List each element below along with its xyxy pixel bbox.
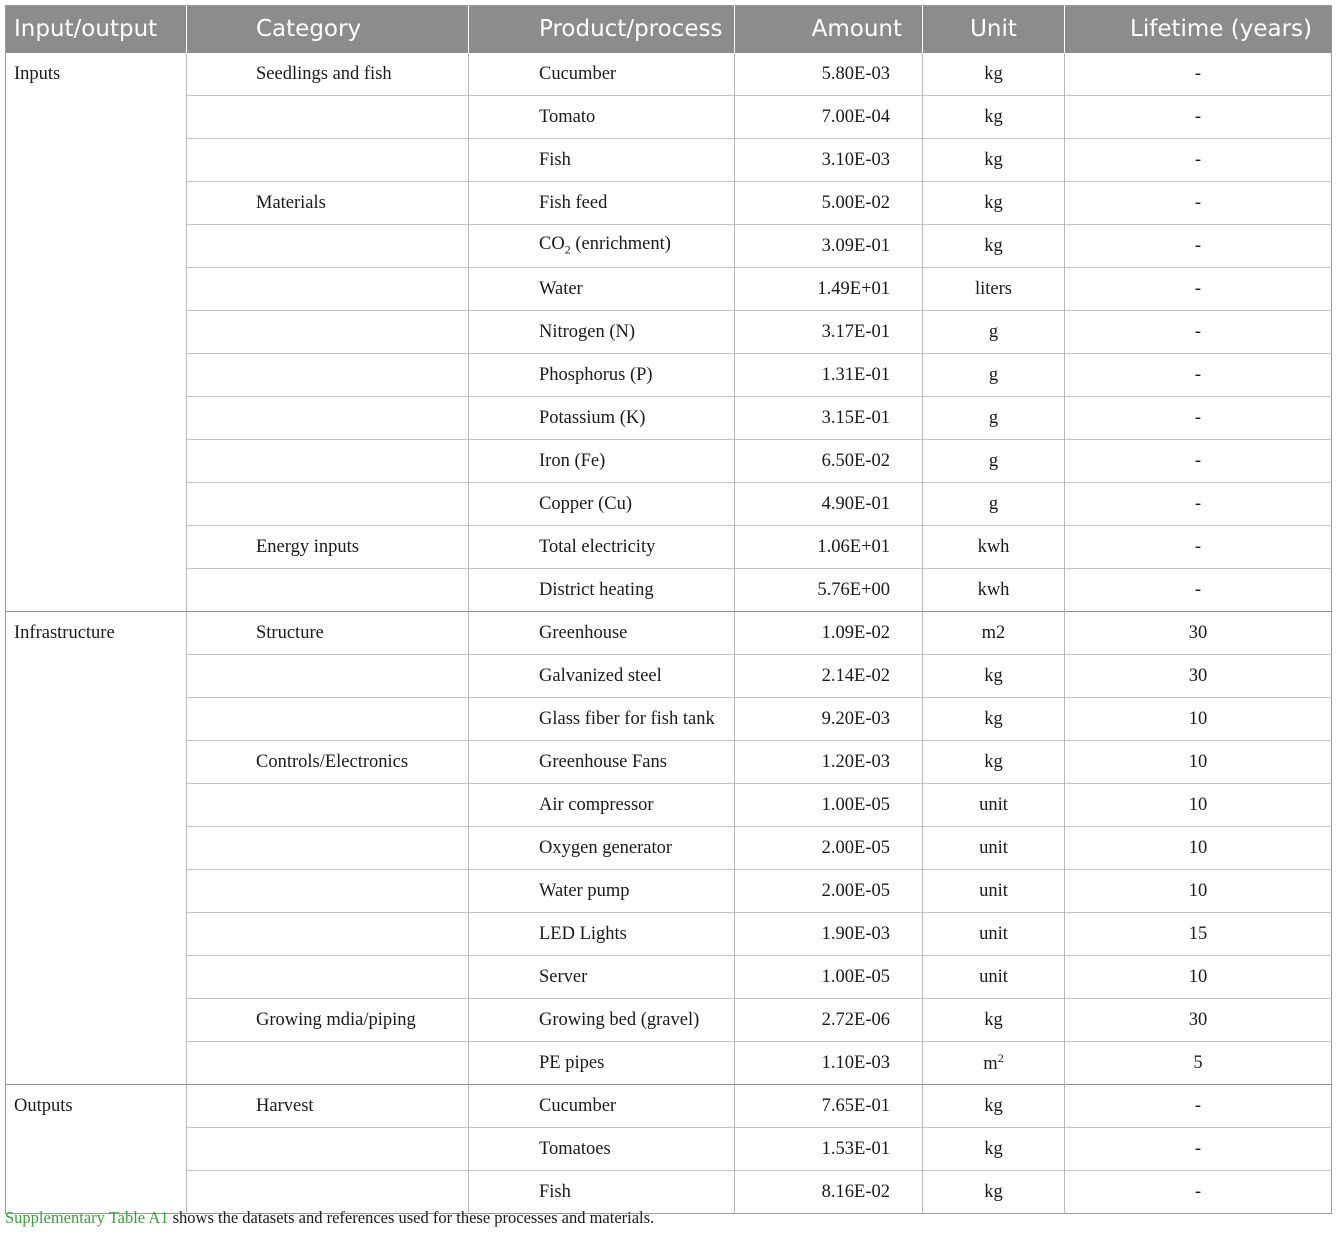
unit-superscript: 2: [997, 1050, 1004, 1065]
unit-text: unit: [979, 923, 1008, 944]
cell-category: [187, 956, 469, 999]
cell-input-output: [6, 1128, 187, 1171]
product-subscript: 2: [564, 242, 571, 257]
unit-text: unit: [979, 880, 1008, 901]
unit-text: g: [988, 321, 999, 342]
cell-unit: [923, 827, 1065, 870]
table-row: [6, 569, 1332, 612]
table-row: [6, 182, 1332, 225]
cell-unit: [923, 999, 1065, 1042]
product-name: Tomatoes: [539, 1138, 611, 1159]
cell-product: [469, 139, 735, 182]
cell-unit: [923, 440, 1065, 483]
cell-product: [469, 1085, 735, 1128]
unit-text: liters: [975, 278, 1012, 299]
cell-lifetime: 10: [1065, 956, 1332, 999]
cell-category: [187, 440, 469, 483]
unit-text: kg: [984, 1009, 1003, 1030]
table-row: [6, 354, 1332, 397]
product-name: Greenhouse: [539, 622, 628, 643]
cell-unit: [923, 53, 1065, 96]
cell-amount: 6.50E-02: [735, 440, 923, 483]
cell-input-output: [6, 354, 187, 397]
product-name: Cucumber: [539, 63, 617, 84]
table-row: [6, 225, 1332, 268]
table-row: [6, 96, 1332, 139]
cell-lifetime: 30: [1065, 999, 1332, 1042]
cell-lifetime: -: [1065, 483, 1332, 526]
cell-lifetime: 30: [1065, 655, 1332, 698]
cell-lifetime: -: [1065, 225, 1332, 268]
cell-category: [187, 827, 469, 870]
cell-product: [469, 1128, 735, 1171]
cell-amount: 1.20E-03: [735, 741, 923, 784]
unit-text: m: [983, 1054, 998, 1075]
cell-lifetime: 10: [1065, 698, 1332, 741]
unit-text: m2: [981, 622, 1006, 643]
table-row: [6, 612, 1332, 655]
product-name: Cucumber: [539, 1095, 617, 1116]
unit-text: kg: [984, 708, 1003, 729]
cell-product: [469, 526, 735, 569]
cell-amount: 1.06E+01: [735, 526, 923, 569]
cell-lifetime: -: [1065, 1128, 1332, 1171]
cell-unit: [923, 1128, 1065, 1171]
product-name: Oxygen generator: [539, 837, 673, 858]
cell-amount: 7.65E-01: [735, 1085, 923, 1128]
unit-text: kwh: [977, 536, 1010, 557]
cell-lifetime: -: [1065, 397, 1332, 440]
table-row: [6, 139, 1332, 182]
cell-input-output: [6, 655, 187, 698]
cell-input-output: [6, 96, 187, 139]
cell-product: [469, 1042, 735, 1085]
cell-amount: 5.76E+00: [735, 569, 923, 612]
cell-input-output: [6, 956, 187, 999]
unit-text: kg: [984, 1095, 1003, 1116]
cell-product: [469, 268, 735, 311]
cell-category: [187, 698, 469, 741]
product-name: Potassium (K): [539, 407, 646, 428]
header-product-process: Product/process: [469, 6, 735, 53]
unit-text: g: [988, 407, 999, 428]
cell-amount: 2.72E-06: [735, 999, 923, 1042]
cell-amount: 3.15E-01: [735, 397, 923, 440]
cell-input-output: [6, 225, 187, 268]
cell-product: [469, 96, 735, 139]
cell-lifetime: -: [1065, 569, 1332, 612]
cell-product: [469, 999, 735, 1042]
cell-unit: [923, 268, 1065, 311]
cell-unit: [923, 655, 1065, 698]
cell-lifetime: 10: [1065, 870, 1332, 913]
cell-amount: 1.53E-01: [735, 1128, 923, 1171]
cell-input-output: [6, 526, 187, 569]
unit-text: kg: [984, 149, 1003, 170]
cell-unit: [923, 139, 1065, 182]
cell-product: [469, 612, 735, 655]
cell-unit: [923, 483, 1065, 526]
cell-category: Controls/Electronics: [187, 741, 469, 784]
cell-product: [469, 397, 735, 440]
cell-input-output: Outputs: [6, 1085, 187, 1128]
cell-amount: 1.31E-01: [735, 354, 923, 397]
cell-category: Energy inputs: [187, 526, 469, 569]
cell-lifetime: -: [1065, 53, 1332, 96]
cell-product: [469, 569, 735, 612]
product-name: Tomato: [539, 106, 596, 127]
cell-lifetime: 15: [1065, 913, 1332, 956]
cell-amount: 3.09E-01: [735, 225, 923, 268]
product-name: Water pump: [539, 880, 630, 901]
cell-category: [187, 268, 469, 311]
product-name: Air compressor: [539, 794, 654, 815]
product-name: Nitrogen (N): [539, 321, 636, 342]
cell-category: [187, 225, 469, 268]
cell-product: [469, 483, 735, 526]
cell-amount: 2.14E-02: [735, 655, 923, 698]
table-row: [6, 1042, 1332, 1085]
cell-product: [469, 311, 735, 354]
cell-input-output: [6, 870, 187, 913]
cell-category: [187, 655, 469, 698]
cell-unit: [923, 182, 1065, 225]
cell-input-output: Inputs: [6, 53, 187, 96]
cell-input-output: Infrastructure: [6, 612, 187, 655]
cell-lifetime: -: [1065, 139, 1332, 182]
cell-category: Harvest: [187, 1085, 469, 1128]
cell-unit: [923, 311, 1065, 354]
unit-text: unit: [979, 966, 1008, 987]
cell-category: [187, 397, 469, 440]
product-name: Fish feed: [539, 192, 608, 213]
table-row: [6, 913, 1332, 956]
cell-lifetime: -: [1065, 1085, 1332, 1128]
unit-text: kg: [984, 1138, 1003, 1159]
cell-input-output: [6, 784, 187, 827]
table-footnote: [5, 1208, 654, 1228]
unit-text: kg: [984, 235, 1003, 256]
cell-product: [469, 741, 735, 784]
cell-unit: [923, 698, 1065, 741]
unit-text: g: [988, 450, 999, 471]
cell-unit: [923, 956, 1065, 999]
cell-unit: [923, 526, 1065, 569]
cell-product: [469, 913, 735, 956]
cell-unit: [923, 1171, 1065, 1214]
table-row: [6, 526, 1332, 569]
header-amount: Amount: [735, 6, 923, 53]
cell-lifetime: -: [1065, 268, 1332, 311]
unit-text: kg: [984, 665, 1003, 686]
table-row: [6, 440, 1332, 483]
table-row: [6, 827, 1332, 870]
product-name: Glass fiber for fish tank: [539, 708, 715, 729]
cell-unit: [923, 741, 1065, 784]
cell-input-output: [6, 999, 187, 1042]
cell-lifetime: -: [1065, 1171, 1332, 1214]
cell-unit: [923, 784, 1065, 827]
cell-category: [187, 96, 469, 139]
cell-lifetime: 10: [1065, 784, 1332, 827]
header-unit: Unit: [923, 6, 1065, 53]
cell-category: [187, 569, 469, 612]
cell-amount: 8.16E-02: [735, 1171, 923, 1214]
cell-input-output: [6, 569, 187, 612]
product-name: CO: [539, 234, 565, 255]
cell-category: [187, 913, 469, 956]
cell-amount: 2.00E-05: [735, 827, 923, 870]
cell-amount: 5.00E-02: [735, 182, 923, 225]
product-name: Total electricity: [539, 536, 656, 557]
cell-lifetime: 5: [1065, 1042, 1332, 1085]
unit-text: kg: [984, 1181, 1003, 1202]
cell-lifetime: -: [1065, 96, 1332, 139]
table-row: [6, 1085, 1332, 1128]
product-name: Fish: [539, 149, 571, 170]
cell-unit: [923, 1042, 1065, 1085]
cell-input-output: [6, 827, 187, 870]
cell-category: [187, 1042, 469, 1085]
cell-lifetime: 30: [1065, 612, 1332, 655]
cell-product: [469, 956, 735, 999]
cell-amount: 7.00E-04: [735, 96, 923, 139]
cell-amount: 1.90E-03: [735, 913, 923, 956]
cell-category: Materials: [187, 182, 469, 225]
table-row: [6, 397, 1332, 440]
cell-input-output: [6, 913, 187, 956]
table-row: [6, 999, 1332, 1042]
cell-input-output: [6, 139, 187, 182]
cell-input-output: [6, 311, 187, 354]
table-row: [6, 53, 1332, 96]
cell-amount: 1.09E-02: [735, 612, 923, 655]
product-name: Phosphorus (P): [539, 364, 653, 385]
product-name: PE pipes: [539, 1052, 605, 1073]
cell-lifetime: -: [1065, 182, 1332, 225]
cell-amount: 1.00E-05: [735, 784, 923, 827]
cell-product: [469, 870, 735, 913]
cell-product: [469, 784, 735, 827]
cell-product: [469, 698, 735, 741]
product-name: Galvanized steel: [539, 665, 662, 686]
cell-input-output: [6, 268, 187, 311]
cell-unit: [923, 225, 1065, 268]
table-row: [6, 483, 1332, 526]
cell-amount: 9.20E-03: [735, 698, 923, 741]
product-name-rest: (enrichment): [570, 234, 671, 255]
cell-amount: 1.00E-05: [735, 956, 923, 999]
cell-unit: [923, 397, 1065, 440]
unit-text: g: [988, 364, 999, 385]
cell-category: [187, 784, 469, 827]
product-name: Copper (Cu): [539, 493, 632, 514]
unit-text: kg: [984, 63, 1003, 84]
cell-category: Growing mdia/piping: [187, 999, 469, 1042]
cell-unit: [923, 1085, 1065, 1128]
cell-category: [187, 483, 469, 526]
product-name: Iron (Fe): [539, 450, 606, 471]
cell-amount: 3.10E-03: [735, 139, 923, 182]
cell-category: [187, 311, 469, 354]
table-row: [6, 956, 1332, 999]
cell-product: [469, 827, 735, 870]
header-lifetime: Lifetime (years): [1065, 6, 1332, 53]
cell-input-output: [6, 182, 187, 225]
table-row: [6, 784, 1332, 827]
cell-amount: 1.49E+01: [735, 268, 923, 311]
inventory-table: [5, 5, 1332, 1214]
unit-text: kg: [984, 106, 1003, 127]
cell-product: [469, 440, 735, 483]
header-input-output: Input/output: [6, 6, 187, 53]
cell-amount: 2.00E-05: [735, 870, 923, 913]
cell-amount: 5.80E-03: [735, 53, 923, 96]
cell-product: [469, 354, 735, 397]
cell-product: [469, 53, 735, 96]
cell-input-output: [6, 397, 187, 440]
product-name: LED Lights: [539, 923, 627, 944]
unit-text: kg: [984, 192, 1003, 213]
table-row: [6, 698, 1332, 741]
cell-unit: [923, 569, 1065, 612]
cell-product: [469, 655, 735, 698]
supplementary-table-link[interactable]: Supplementary Table A1: [5, 1208, 169, 1227]
header-category: Category: [187, 6, 469, 53]
cell-category: [187, 870, 469, 913]
cell-category: Structure: [187, 612, 469, 655]
cell-lifetime: -: [1065, 354, 1332, 397]
cell-unit: [923, 612, 1065, 655]
unit-text: unit: [979, 794, 1008, 815]
unit-text: kg: [984, 751, 1003, 772]
product-name: Server: [539, 966, 588, 987]
cell-amount: 1.10E-03: [735, 1042, 923, 1085]
cell-input-output: [6, 698, 187, 741]
cell-category: Seedlings and fish: [187, 53, 469, 96]
unit-text: unit: [979, 837, 1008, 858]
cell-category: [187, 139, 469, 182]
cell-input-output: [6, 440, 187, 483]
cell-lifetime: -: [1065, 440, 1332, 483]
table-row: [6, 311, 1332, 354]
cell-input-output: [6, 483, 187, 526]
cell-lifetime: -: [1065, 526, 1332, 569]
cell-lifetime: -: [1065, 311, 1332, 354]
table-row: [6, 655, 1332, 698]
cell-product: [469, 182, 735, 225]
cell-unit: [923, 870, 1065, 913]
unit-text: g: [988, 493, 999, 514]
cell-amount: 3.17E-01: [735, 311, 923, 354]
table-row: [6, 268, 1332, 311]
cell-category: [187, 354, 469, 397]
cell-amount: 4.90E-01: [735, 483, 923, 526]
table-body: [6, 53, 1332, 1214]
cell-lifetime: 10: [1065, 827, 1332, 870]
cell-unit: [923, 96, 1065, 139]
table-header-row: [6, 6, 1332, 53]
table-row: [6, 1128, 1332, 1171]
product-name: Fish: [539, 1181, 571, 1202]
product-name: District heating: [539, 579, 654, 600]
cell-unit: [923, 354, 1065, 397]
cell-category: [187, 1128, 469, 1171]
cell-lifetime: 10: [1065, 741, 1332, 784]
footnote-text: shows the datasets and references used for these processes and materials.: [168, 1208, 655, 1227]
unit-text: kwh: [977, 579, 1010, 600]
product-name: Growing bed (gravel): [539, 1009, 700, 1030]
product-name: Greenhouse Fans: [539, 751, 667, 772]
product-name: Water: [539, 278, 583, 299]
cell-unit: [923, 913, 1065, 956]
cell-input-output: [6, 741, 187, 784]
table-row: [6, 741, 1332, 784]
cell-product: [469, 225, 735, 268]
data-table-container: [5, 5, 1331, 1214]
table-row: [6, 870, 1332, 913]
cell-input-output: [6, 1042, 187, 1085]
